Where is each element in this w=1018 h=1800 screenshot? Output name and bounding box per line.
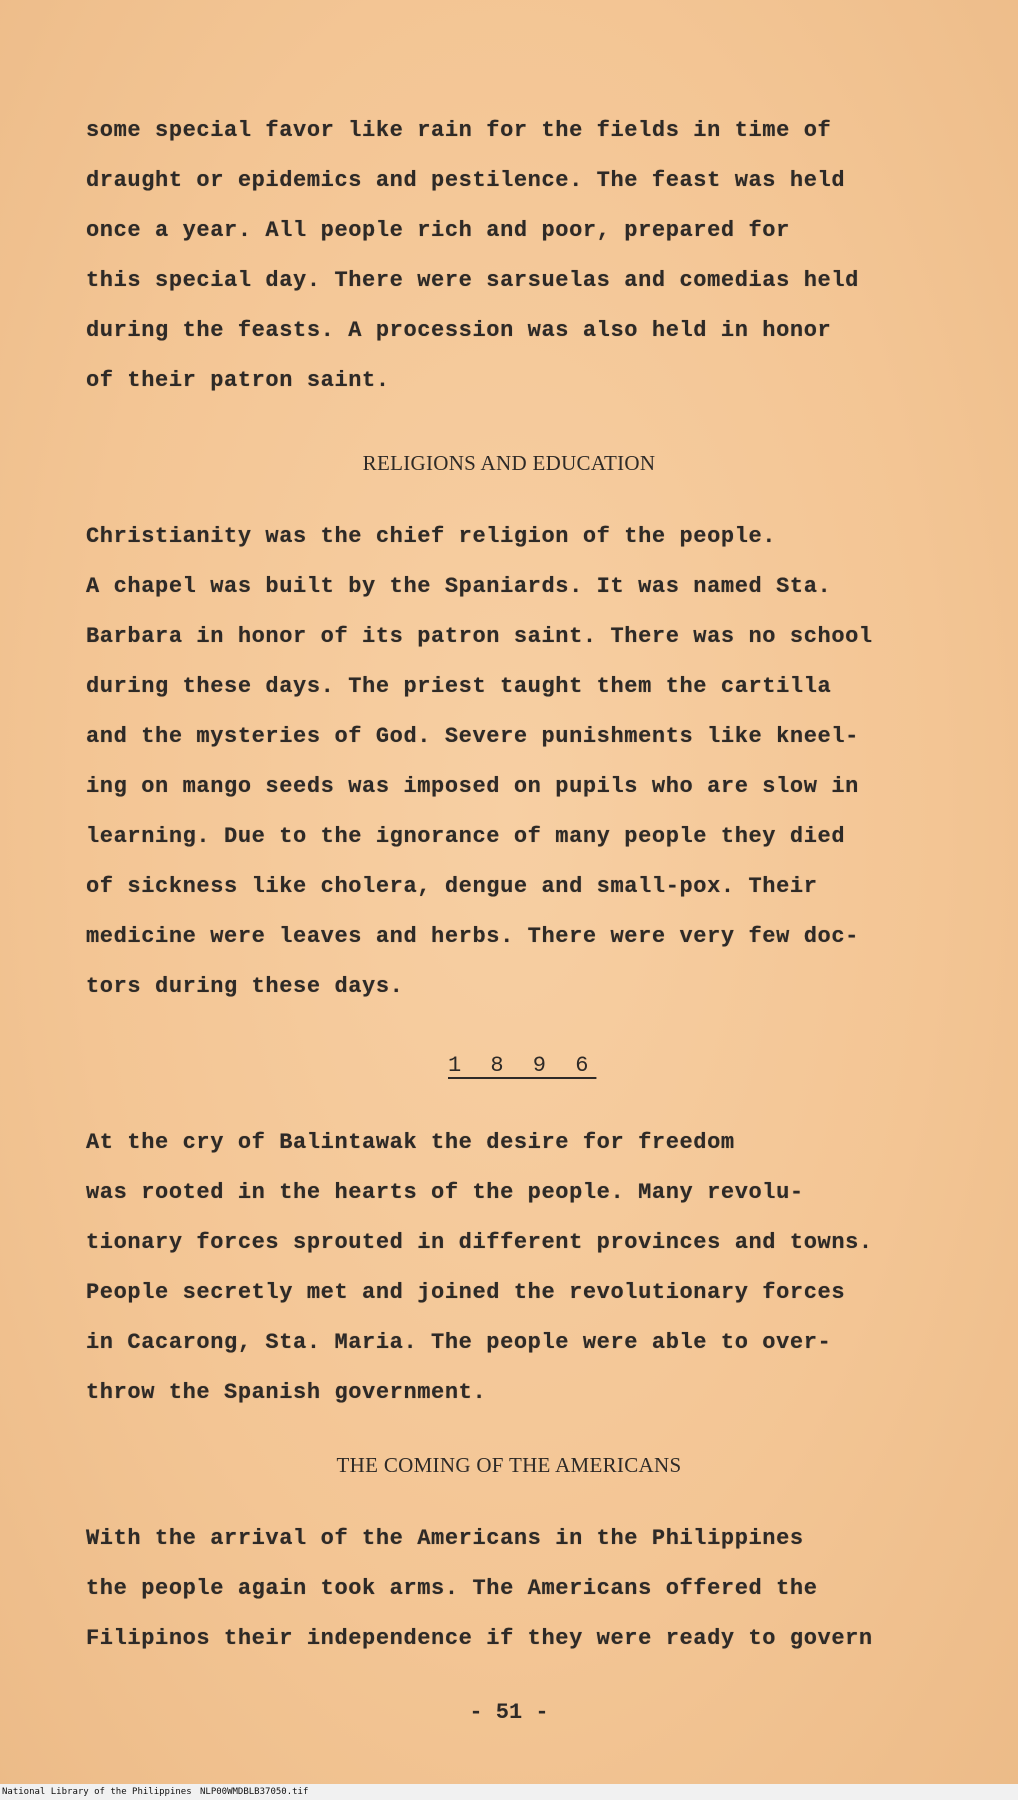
paragraph2-line: medicine were leaves and herbs. There were very few doc- — [86, 924, 859, 949]
section-heading-americans: THE COMING OF THE AMERICANS — [336, 1453, 682, 1477]
paragraph1-line: this special day. There were sarsuelas and comedias held — [86, 268, 859, 293]
paragraph1-line: some special favor like rain for the fields in time of — [86, 118, 832, 143]
paragraph4-line: Filipinos their independence if they were ready to govern — [86, 1626, 873, 1651]
footer-library-name: National Library of the Philippines — [2, 1787, 192, 1797]
paragraph4-line: With the arrival of the Americans in the Philippines — [86, 1526, 804, 1551]
paragraph1-line: of their patron saint. — [86, 368, 390, 393]
paragraph3-line: in Cacarong, Sta. Maria. The people were able to over- — [86, 1330, 832, 1355]
paragraph3-line: At the cry of Balintawak the desire for freedom — [86, 1130, 735, 1155]
paragraph4-line: the people again took arms. The Americans offered the — [86, 1576, 818, 1601]
paragraph2-line: A chapel was built by the Spaniards. It was named Sta. — [86, 574, 832, 599]
paragraph2-line: ing on mango seeds was imposed on pupils who are slow in — [86, 774, 859, 799]
paragraph2-line: during these days. The priest taught them the cartilla — [86, 674, 832, 699]
paragraph1-line: draught or epidemics and pestilence. The feast was held — [86, 168, 846, 193]
paragraph2-line: of sickness like cholera, dengue and small-pox. Their — [86, 874, 818, 899]
section-heading-year: 1 8 9 6 — [448, 1053, 597, 1078]
paragraph2-line: Christianity was the chief religion of the people. — [86, 524, 777, 549]
paragraph2-line: and the mysteries of God. Severe punishments like kneel- — [86, 724, 859, 749]
paragraph3-line: throw the Spanish government. — [86, 1380, 487, 1405]
page-number: - 51 - — [469, 1700, 549, 1725]
paragraph3-line: tionary forces sprouted in different provinces and towns. — [86, 1230, 873, 1255]
section-heading-religions: RELIGIONS AND EDUCATION — [362, 451, 656, 475]
scan-footer — [0, 1784, 1018, 1800]
paragraph2-line: Barbara in honor of its patron saint. There was no school — [86, 624, 873, 649]
paragraph1-line: once a year. All people rich and poor, prepared for — [86, 218, 790, 243]
paragraph2-line: learning. Due to the ignorance of many people they died — [86, 824, 846, 849]
footer-file-id: NLP00WMDBLB37050.tif — [200, 1787, 309, 1797]
paragraph3-line: People secretly met and joined the revolutionary forces — [86, 1280, 846, 1305]
paragraph2-line: tors during these days. — [86, 974, 404, 999]
paragraph3-line: was rooted in the hearts of the people. Many revolu- — [86, 1180, 804, 1205]
paragraph1-line: during the feasts. A procession was also held in honor — [86, 318, 832, 343]
